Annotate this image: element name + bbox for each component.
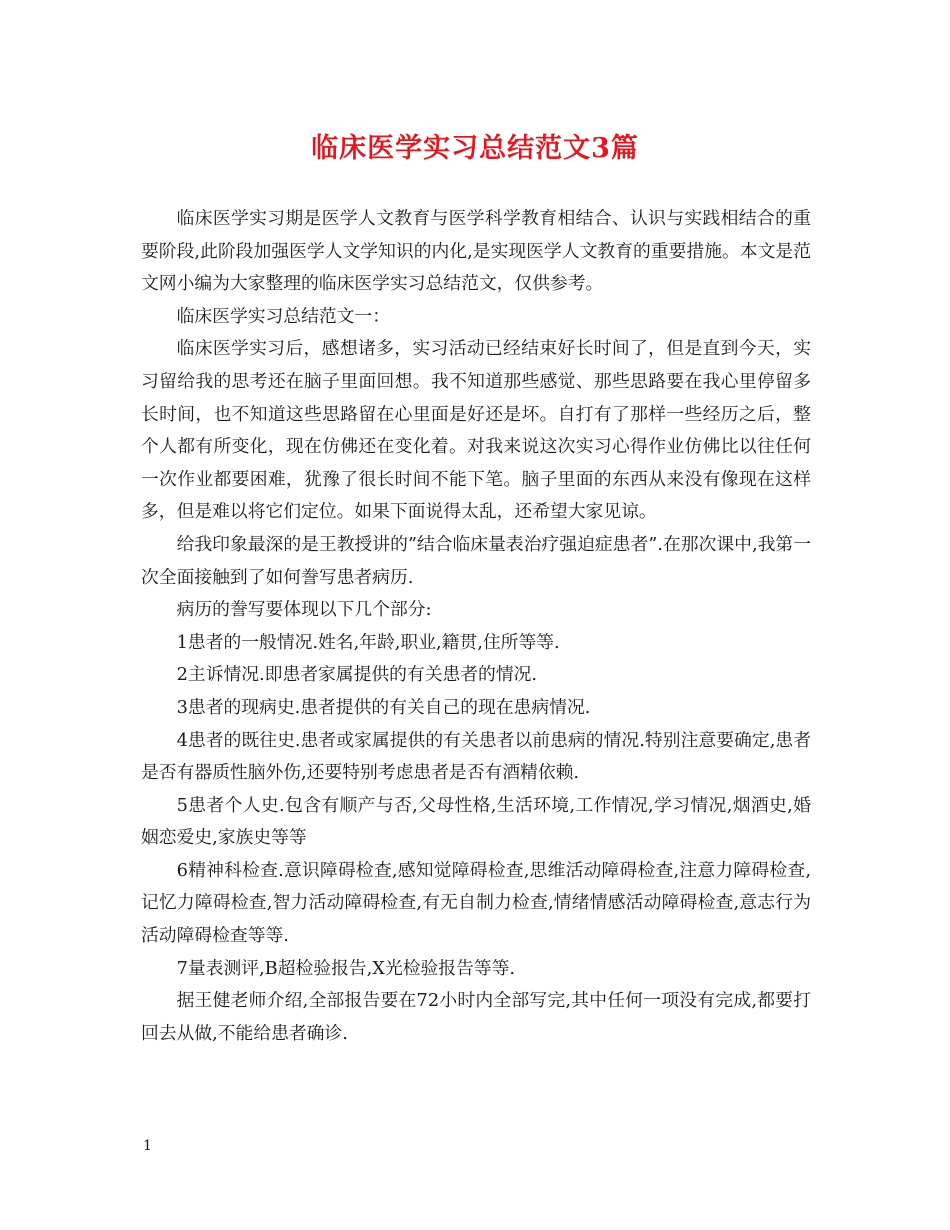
- list-item-6: 6精神科检查.意识障碍检查,感知觉障碍检查,思维活动障碍检查,注意力障碍检查,记忆力障碍检查,智力活动障碍检查,有无自制力检查,情绪情感活动障碍检查,意志行为活动障碍检查等等.: [141, 859, 811, 947]
- document-body: [141, 203, 811, 1050]
- paragraph-deadline: 据王健老师介绍,全部报告要在72小时内全部写完,其中任何一项没有完成,都要打回去从做,不能给患者确诊.: [141, 990, 811, 1044]
- page-number: 1: [143, 1138, 152, 1154]
- paragraph-record-parts: 病历的誊写要体现以下几个部分:: [176, 599, 432, 621]
- list-item-3: 3患者的现病史.患者提供的有关自己的现在患病情况.: [176, 696, 591, 718]
- list-item-1: 1患者的一般情况.姓名,年龄,职业,籍贯,住所等等.: [176, 631, 560, 653]
- paragraph-impression: 给我印象最深的是王教授讲的”结合临床量表治疗强迫症患者”.在那次课中,我第一次全面接触到了如何誊写患者病历.: [141, 533, 811, 588]
- paragraph-reflection: 临床医学实习后，感想诸多，实习活动已经结束好长时间了，但是直到今天，实习留给我的思考还在脑子里面回想。我不知道那些感觉、那些思路要在我心里停留多长时间，也不知道这些思路留在心里面是好还是坏。自打有了那样一些经历之后，整个人都有所变化，现在仿佛还在变化着。对我来说这次实习心得作业仿佛比以往任何一次作业都要困难，犹豫了很长时间不能下笔。脑子里面的东西从来没有像现在这样多，但是难以将它们定位。如果下面说得太乱，还希望大家见谅。: [141, 338, 811, 523]
- list-item-2: 2主诉情况.即患者家属提供的有关患者的情况.: [176, 664, 538, 686]
- list-item-7: 7量表测评,B超检验报告,X光检验报告等等.: [176, 957, 516, 979]
- paragraph-section-heading: 临床医学实习总结范文一：: [176, 305, 390, 327]
- list-item-5: 5患者个人史.包含有顺产与否,父母性格,生活环境,工作情况,学习情况,烟酒史,婚姻恋爱史,家族史等等: [141, 794, 811, 849]
- document-title: 临床医学实习总结范文3篇: [311, 133, 639, 164]
- paragraph-intro: 临床医学实习期是医学人文教育与医学科学教育相结合、认识与实践相结合的重要阶段,此阶段加强医学人文学知识的内化,是实现医学人文教育的重要措施。本文是范文网小编为大家整理的临床医学实习总结范文，仅供参考。: [141, 208, 811, 295]
- list-item-4: 4患者的既往史.患者或家属提供的有关患者以前患病的情况.特别注意要确定,患者是否有器质性脑外伤,还要特别考虑患者是否有酒精依赖.: [141, 729, 811, 784]
